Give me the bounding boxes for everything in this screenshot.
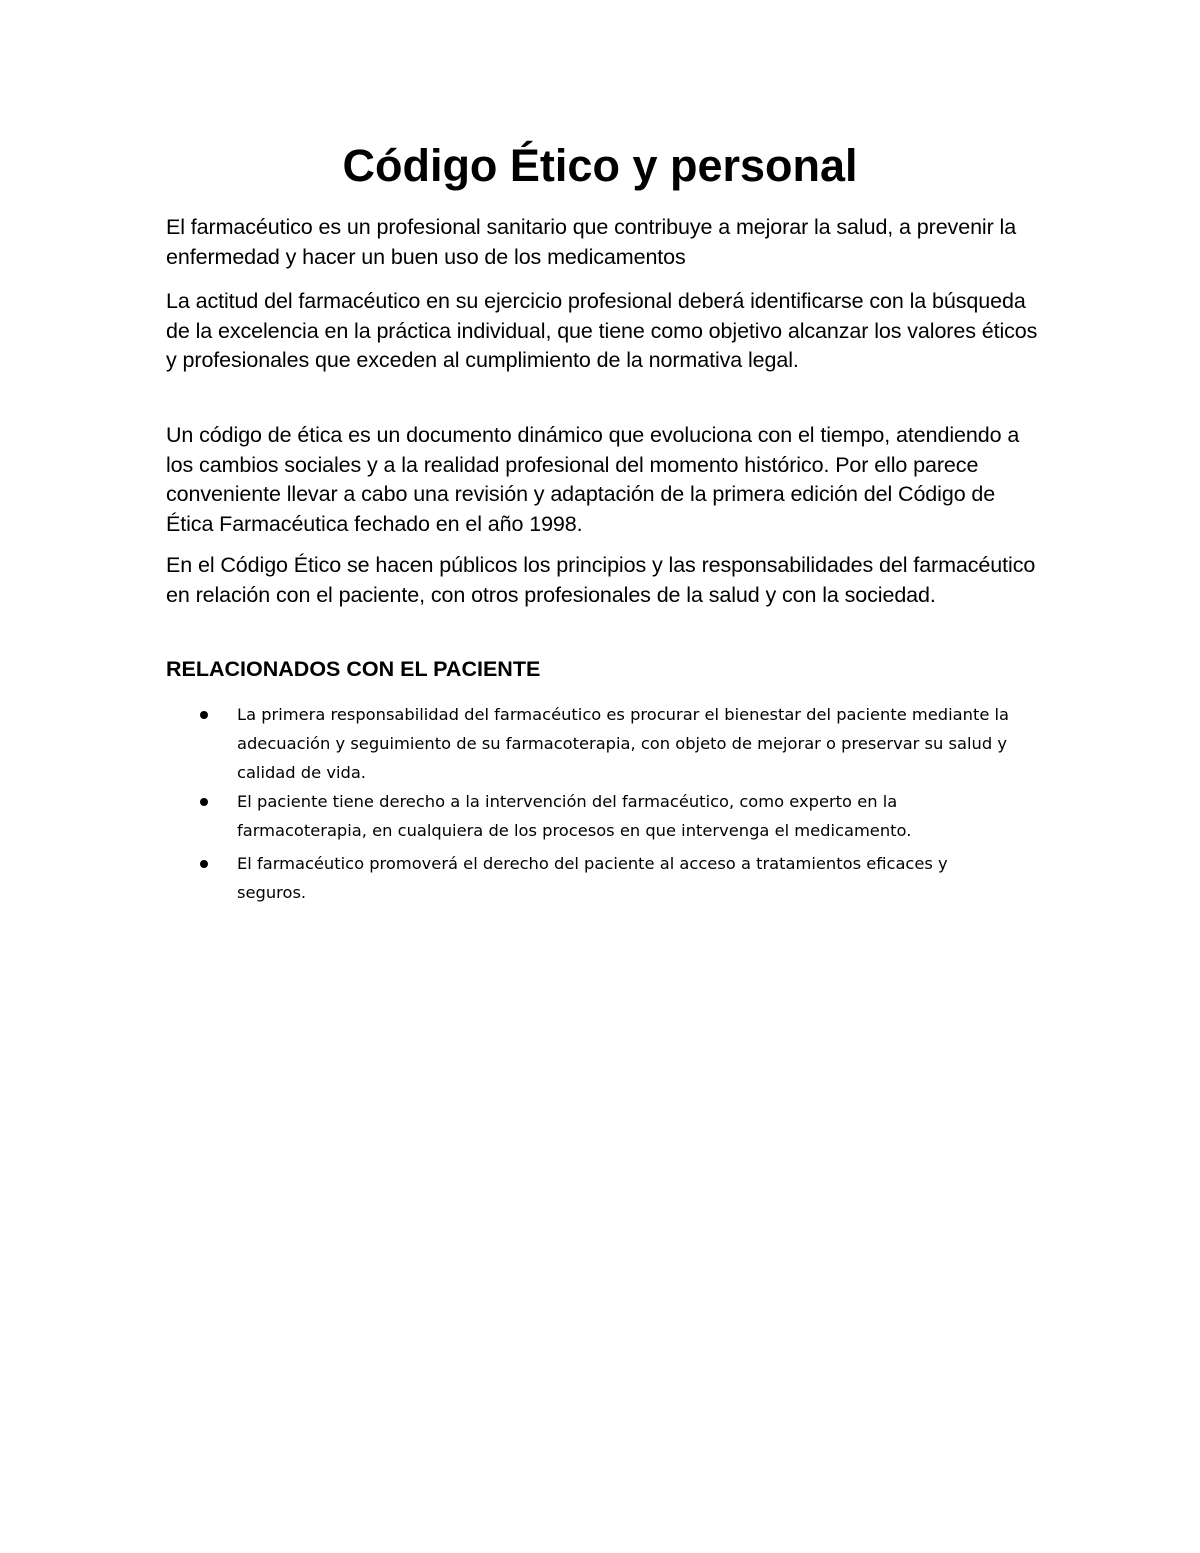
list-item: [200, 849, 1010, 907]
paragraph-ethics-code-dynamic: Un código de ética es un documento dinámico que evoluciona con el tiempo, atendiendo a los cambios sociales y a la realidad profesional del momento histórico. Por ello parece conveniente llevar a cabo una revisión y adaptación de la primera edición del Código de Ética Farmacéutica fechado en el año 1998.: [166, 423, 1020, 536]
bullet-icon: [200, 798, 208, 806]
list-item: [200, 787, 1010, 845]
list-item-text: El paciente tiene derecho a la intervención del farmacéutico, como experto en la farmacoterapia, en cualquiera de los procesos en que intervenga el medicamento.: [237, 792, 912, 840]
section-heading-patient: RELACIONADOS CON EL PACIENTE: [166, 657, 541, 681]
paragraph-ethics-code-principles: En el Código Ético se hacen públicos los principios y las responsabilidades del farmacéutico en relación con el paciente, con otros profesionales de la salud y con la sociedad.: [166, 553, 1036, 607]
document-title: Código Ético y personal: [342, 140, 858, 191]
paragraph-pharmacist-definition: El farmacéutico es un profesional sanitario que contribuye a mejorar la salud, a prevenir la enfermedad y hacer un buen uso de los medicamentos: [166, 215, 1017, 269]
list-item: [200, 700, 1010, 787]
list-item-text: El farmacéutico promoverá el derecho del paciente al acceso a tratamientos eficaces y seguros.: [237, 854, 948, 902]
paragraph-pharmacist-attitude: La actitud del farmacéutico en su ejercicio profesional deberá identificarse con la búsqueda de la excelencia en la práctica individual, que tiene como objetivo alcanzar los valores éticos y profesionales que exceden al cumplimiento de la normativa legal.: [166, 289, 1038, 372]
bullet-icon: [200, 860, 208, 868]
list-item-text: La primera responsabilidad del farmacéutico es procurar el bienestar del paciente mediante la adecuación y seguimiento de su farmacoterapia, con objeto de mejorar o preservar su salud y calidad de vida.: [237, 705, 1010, 782]
bullet-icon: [200, 711, 208, 719]
